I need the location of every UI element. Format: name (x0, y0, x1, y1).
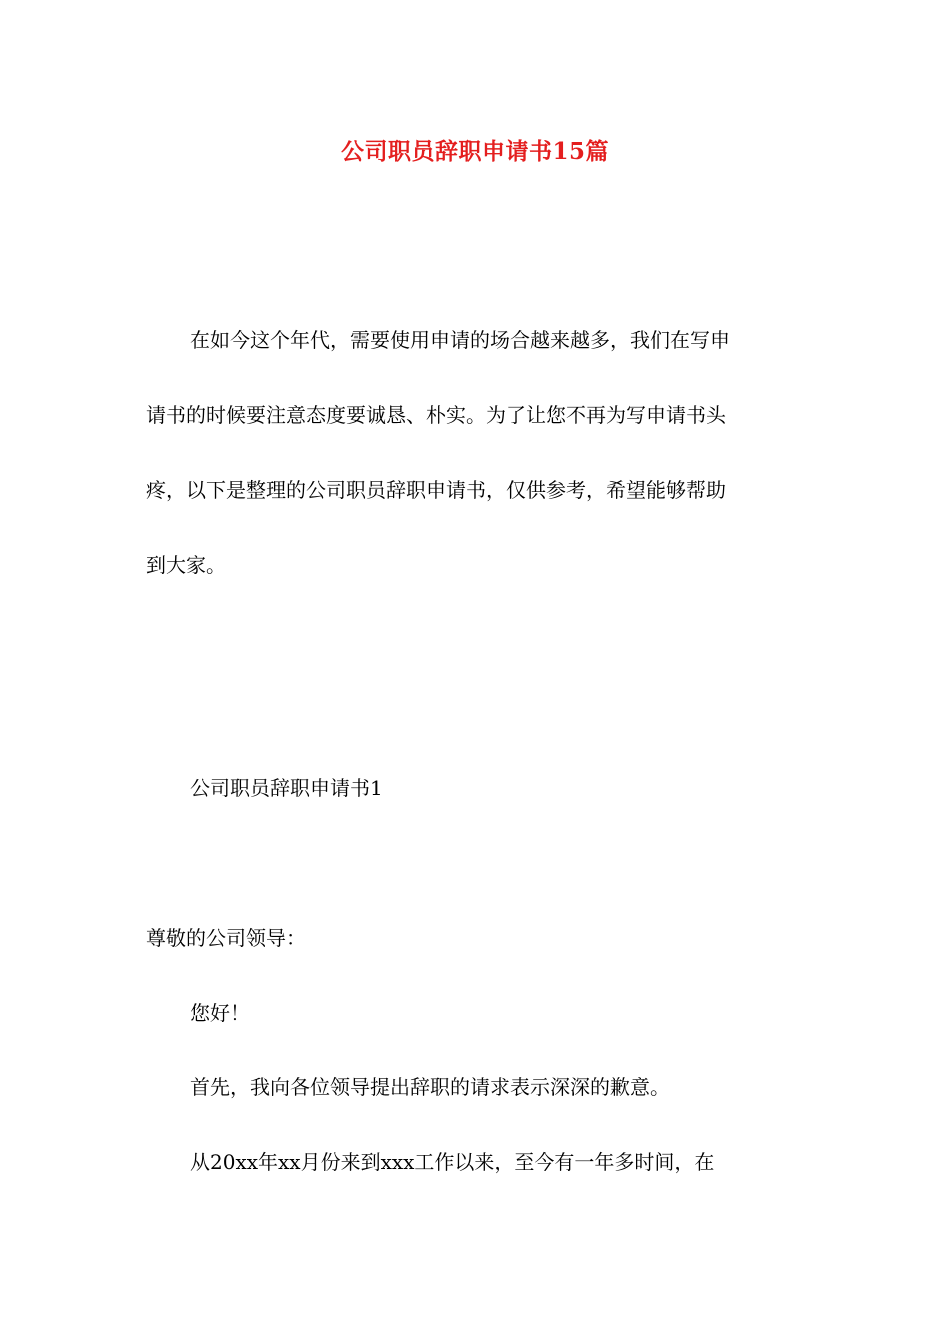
greeting: 您好！ (190, 1001, 250, 1025)
intro-line-3: 疼，以下是整理的公司职员辞职申请书，仅供参考，希望能够帮助 (146, 478, 726, 502)
intro-line-1: 在如今这个年代，需要使用申请的场合越来越多，我们在写申 (190, 328, 730, 352)
body-line-2: 从20xx年xx月份来到xxx工作以来，至今有一年多时间，在 (190, 1150, 715, 1174)
intro-line-4: 到大家。 (146, 553, 226, 577)
body-line-1: 首先，我向各位领导提出辞职的请求表示深深的歉意。 (190, 1075, 670, 1099)
intro-line-2: 请书的时候要注意态度要诚恳、朴实。为了让您不再为写申请书头 (146, 403, 726, 427)
document-title: 公司职员辞职申请书15篇 (340, 138, 609, 165)
section-heading: 公司职员辞职申请书1 (190, 776, 383, 800)
salutation: 尊敬的公司领导： (146, 926, 306, 950)
